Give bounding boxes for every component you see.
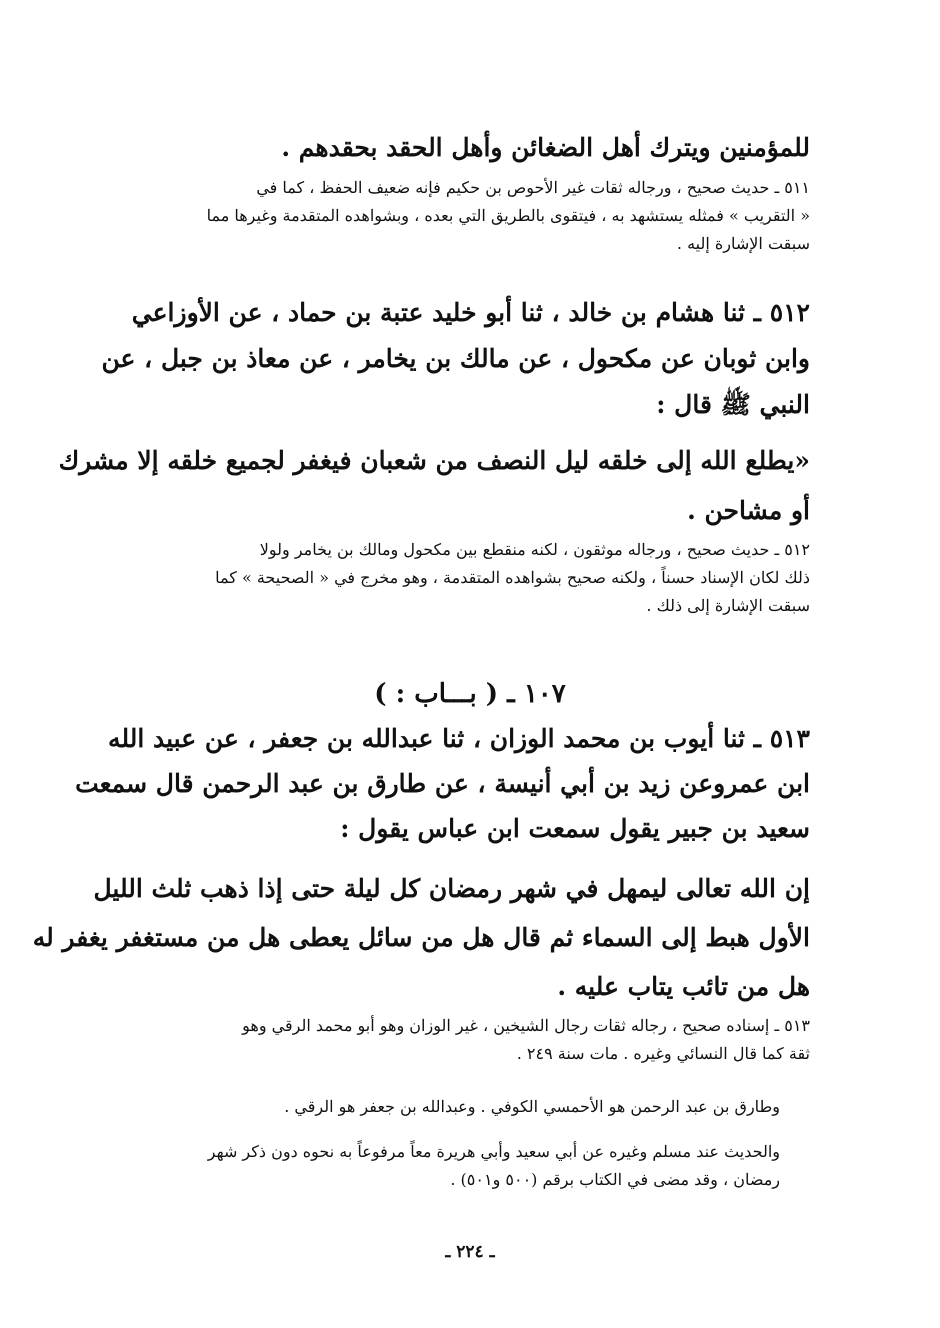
- hadith-513-matn: [32, 864, 810, 1011]
- text-line: أو مشاحن .: [687, 496, 810, 525]
- text-line: ٥١٣ ـ ثنا أيوب بن محمد الوزان ، ثنا عبدالله بن جعفر ، عن عبيد الله: [108, 724, 810, 753]
- footnote-513-a: [136, 1012, 810, 1068]
- text-line: وابن ثوبان عن مكحول ، عن مالك بن يخامر ، عن معاذ بن جبل ، عن: [101, 344, 810, 373]
- top-line: [136, 128, 810, 168]
- hadith-512-isnad: [101, 290, 810, 428]
- footnote-line: رمضان ، وقد مضى في الكتاب برقم (٥٠٠ و٥٠١) .: [450, 1170, 780, 1189]
- text-line: إن الله تعالى ليمهل في شهر رمضان كل ليلة حتى إذا ذهب ثلث الليل: [93, 874, 810, 903]
- footnote-line: « التقريب » فمثله يستشهد به ، فيتقوى بالطريق التي بعده ، وبشواهده المتقدمة وغيرها مما: [206, 206, 810, 225]
- text-line: سعيد بن جبير يقول سمعت ابن عباس يقول :: [340, 814, 810, 843]
- footnote-511: [136, 174, 810, 258]
- footnote-513-c: [136, 1138, 780, 1194]
- text-line: الأول هبط إلى السماء ثم قال هل من سائل يعطى هل من مستغفر يغفر له: [32, 923, 810, 952]
- chapter-title: ١٠٧ ـ ( بـــاب : ): [374, 679, 566, 709]
- footnote-line: سبقت الإشارة إلى ذلك .: [646, 596, 810, 615]
- footnote-line: ٥١٢ ـ حديث صحيح ، ورجاله موثقون ، لكنه منقطع بين مكحول ومالك بن يخامر ولولا: [259, 540, 810, 559]
- text-line: ٥١٢ ـ ثنا هشام بن خالد ، ثنا أبو خليد عتبة بن حماد ، عن الأوزاعي: [131, 298, 810, 327]
- footnote-line: ثقة كما قال النسائي وغيره . مات سنة ٢٤٩ .: [516, 1044, 810, 1063]
- text-line: هل من تائب يتاب عليه .: [557, 972, 810, 1001]
- text-line: للمؤمنين ويترك أهل الضغائن وأهل الحقد بحقدهم .: [281, 133, 810, 162]
- text-line: «يطلع الله إلى خلقه ليل النصف من شعبان فيغفر لجميع خلقه إلا مشرك: [58, 446, 810, 475]
- footnote-line: ٥١١ ـ حديث صحيح ، ورجاله ثقات غير الأحوص بن حكيم فإنه ضعيف الحفظ ، كما في: [256, 178, 810, 197]
- footnote-line: سبقت الإشارة إليه .: [676, 234, 810, 253]
- footnote-line: وطارق بن عبد الرحمن هو الأحمسي الكوفي . وعبدالله بن جعفر هو الرقي .: [284, 1097, 780, 1116]
- footnote-line: ذلك لكان الإسناد حسناً ، ولكنه صحيح بشواهده المتقدمة ، وهو مخرج في « الصحيحة » كما: [215, 568, 810, 587]
- text-line: النبي ﷺ قال :: [656, 390, 810, 419]
- footnote-line: والحديث عند مسلم وغيره عن أبي سعيد وأبي هريرة معاً مرفوعاً به نحوه دون ذكر شهر: [207, 1142, 780, 1161]
- hadith-513-isnad: [75, 716, 810, 851]
- page-number: ـ ٢٢٤ ـ: [445, 1242, 495, 1262]
- footnote-line: ٥١٣ ـ إسناده صحيح ، رجاله ثقات رجال الشيخين ، غير الوزان وهو أبو محمد الرقي وهو: [242, 1016, 810, 1035]
- hadith-512-matn: [58, 436, 810, 536]
- text-line: ابن عمروعن زيد بن أبي أنيسة ، عن طارق بن عبد الرحمن قال سمعت: [75, 769, 810, 798]
- footnote-513-b: [136, 1093, 780, 1121]
- footnote-512: [136, 536, 810, 620]
